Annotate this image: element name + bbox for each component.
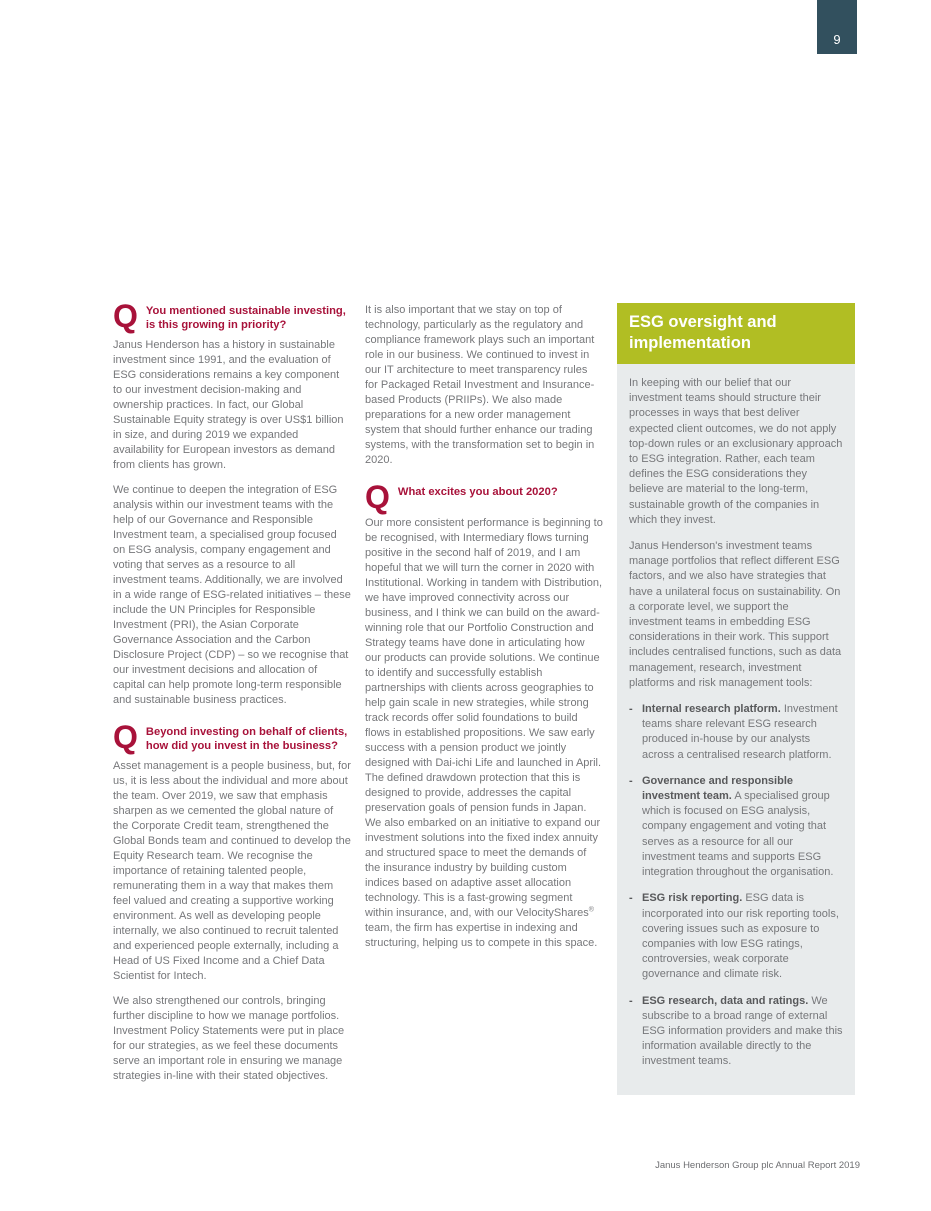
bullet-content (642, 891, 843, 982)
body-paragraph: It is also important that we stay on top of technology, particularly as the regulatory and compliance framework plays such an important role in our business. We continued to invest in our IT architecture to meet transparency rules for Packaged Retail Investment and Insurance-based Products (PRIIPs). We also made preparations for a new order management system that should further enhance our trading systems, with the transformation set to begin in 2020. (365, 304, 595, 466)
footer-text: Janus Henderson Group plc Annual Report 2019 (655, 1160, 860, 1171)
bullet-text: Investment teams share relevant ESG research produced in-house by our analysts across a centralised research platform. (642, 703, 838, 761)
answer-text-part2: team, the firm has expertise in indexing and structuring, helping us to compete in this space. (365, 922, 598, 949)
bullet-content (642, 702, 843, 763)
question-header (365, 479, 603, 515)
q-letter: Q (113, 298, 137, 334)
answer-paragraph: Janus Henderson has a history in sustainable investment since 1991, and the evaluation of ESG considerations remains a key component to our investment decision-making and ownership practices. In fact, our Global Sustainable Equity strategy is over US$1 billion in size, and during 2019 we expanded availability for European investors as demand from clients has grown. (113, 339, 344, 471)
question-header (113, 719, 351, 755)
bullet-text: We subscribe to a broad range of external ESG information providers and make this information available directly to the investment teams. (642, 994, 843, 1068)
answer-paragraph: We also strengthened our controls, bringing further discipline to how we manage portfolios. Investment Policy Statements were put in place for our strategies, as we feel these documents serve an important role in ensuring we manage strategies in-line with their stated objectives. (113, 995, 345, 1082)
answer-paragraph: Asset management is a people business, but, for us, it is less about the individual and more about the team. Over 2019, we saw that emphasis sharpen as we cemented the global nature of the Corporate Credit team, strengthened the Global Bonds team and continued to develop the Equity Research team. We recognise the importance of retaining talented people, remunerating them in a way that makes them feel valued and creating a supportive working environment. As well as developing people internally, we also continued to recruit talented and experienced people externally, including a Head of US Fixed Income and a Chief Data Scientist for Intech. (113, 760, 351, 982)
sidebar-paragraph: Janus Henderson's investment teams manage portfolios that reflect different ESG factors, and we also have strategies that have a unilateral focus on sustainability. On a corporate level, we support the investment teams in embedding ESG considerations in their work. This support includes centralised functions, such as data management, research, investment platforms and risk management tools: (629, 540, 842, 689)
bullet-text: ESG data is incorporated into our risk reporting tools, covering issues such as exposure to companies with low ESG ratings, controversies, weak corporate governance and climate risk. (642, 892, 839, 981)
bullet-governance-team (629, 774, 843, 880)
sidebar-paragraph: In keeping with our belief that our investment teams should structure their processes in ways that best deliver expected client outcomes, we do not apply top-down rules or an exclusionary approach to ESG integration. Rather, each team defines the ESG considerations they believe are material to the long-term, sustainable growth of the companies in which they invest. (629, 377, 843, 526)
answer-text-part1: Our more consistent performance is beginning to be recognised, with Intermediary flows turning positive in the second half of 2019, and I am hopeful that we will turn the corner in 2020 with Institutional. Working in tandem with Distribution, we have improved connectivity across our business, and I think we can build on the award-winning role that our Portfolio Construction and Strategy teams have done in articulating how our products can provide solutions. We continue to identify and successfully establish partnerships with clients across geographies to help gain scale in new strategies, while strong track records offer solid foundations to build flows in established propositions. We saw early success with a pension product we jointly designed with Dai-ichi Life and launched in April. The defined drawdown protection that this is designed to provide, addresses the capital preservation goals of pension funds in Japan. We also embarked on an initiative to expand our investment solutions into the fixed index annuity and structured space to meet the demands of the insurance industry by building custom indices based on adaptive asset allocation technology. This is a fast-growing segment within insurance, and, with our VelocityShares (365, 517, 603, 919)
qa-block-sustainable-investing (113, 298, 351, 708)
bullet-title: Governance and responsible investment team. (642, 774, 793, 803)
esg-sidebar (617, 303, 855, 1095)
answer-paragraph: We continue to deepen the integration of ESG analysis within our investment teams with the help of our Governance and Responsible Investment team, a specialised group focused on ESG analysis, company engagement and voting that serves as a resource to all investment teams. Additionally, we are involved in a wide range of ESG-related initiatives – these include the UN Principles for Responsible Investment (PRI), the Asian Corporate Governance Association and the Carbon Disclosure Project (CDP) – so we recognise that our investment decisions and allocation of capital can help promote long-term responsible and sustainable business practices. (113, 484, 351, 706)
question-text: You mentioned sustainable investing, is this growing in priority? (145, 305, 346, 331)
question-text: What excites you about 2020? (397, 486, 558, 498)
bullet-marker: - (629, 892, 633, 905)
question-header (113, 298, 351, 334)
bullet-marker: - (629, 994, 633, 1007)
bullet-esg-research-data-ratings (629, 994, 843, 1070)
page-content (113, 298, 855, 1095)
bullet-title: ESG research, data and ratings. (642, 994, 809, 1007)
sidebar-title: ESG oversight and implementation (617, 303, 855, 364)
qa-block-excites-2020 (365, 479, 603, 951)
page-number-badge (817, 0, 857, 54)
answer-paragraph (365, 516, 603, 951)
qa-block-invest-in-business (113, 719, 351, 1084)
registered-trademark-symbol: ® (588, 906, 594, 914)
bullet-title: Internal research platform. (642, 703, 781, 716)
bullet-marker: - (629, 703, 633, 716)
bullet-text: A specialised group which is focused on ESG analysis, company engagement and voting that serves as a resource for all our investment teams and supports ESG integration throughout the organisation. (642, 790, 834, 879)
left-column (113, 298, 351, 1094)
bullet-marker: - (629, 774, 633, 787)
page-number: 9 (833, 32, 841, 47)
q-letter: Q (365, 479, 389, 515)
bullet-content (642, 774, 843, 880)
sidebar-body (617, 364, 855, 1095)
bullet-content (642, 994, 843, 1070)
question-text: Beyond investing on behalf of clients, how did you invest in the business? (145, 726, 348, 752)
bullet-title: ESG risk reporting. (642, 892, 743, 905)
bullet-esg-risk-reporting (629, 891, 843, 982)
bullet-internal-research-platform (629, 702, 843, 763)
middle-column (365, 303, 603, 961)
q-letter: Q (113, 719, 137, 755)
